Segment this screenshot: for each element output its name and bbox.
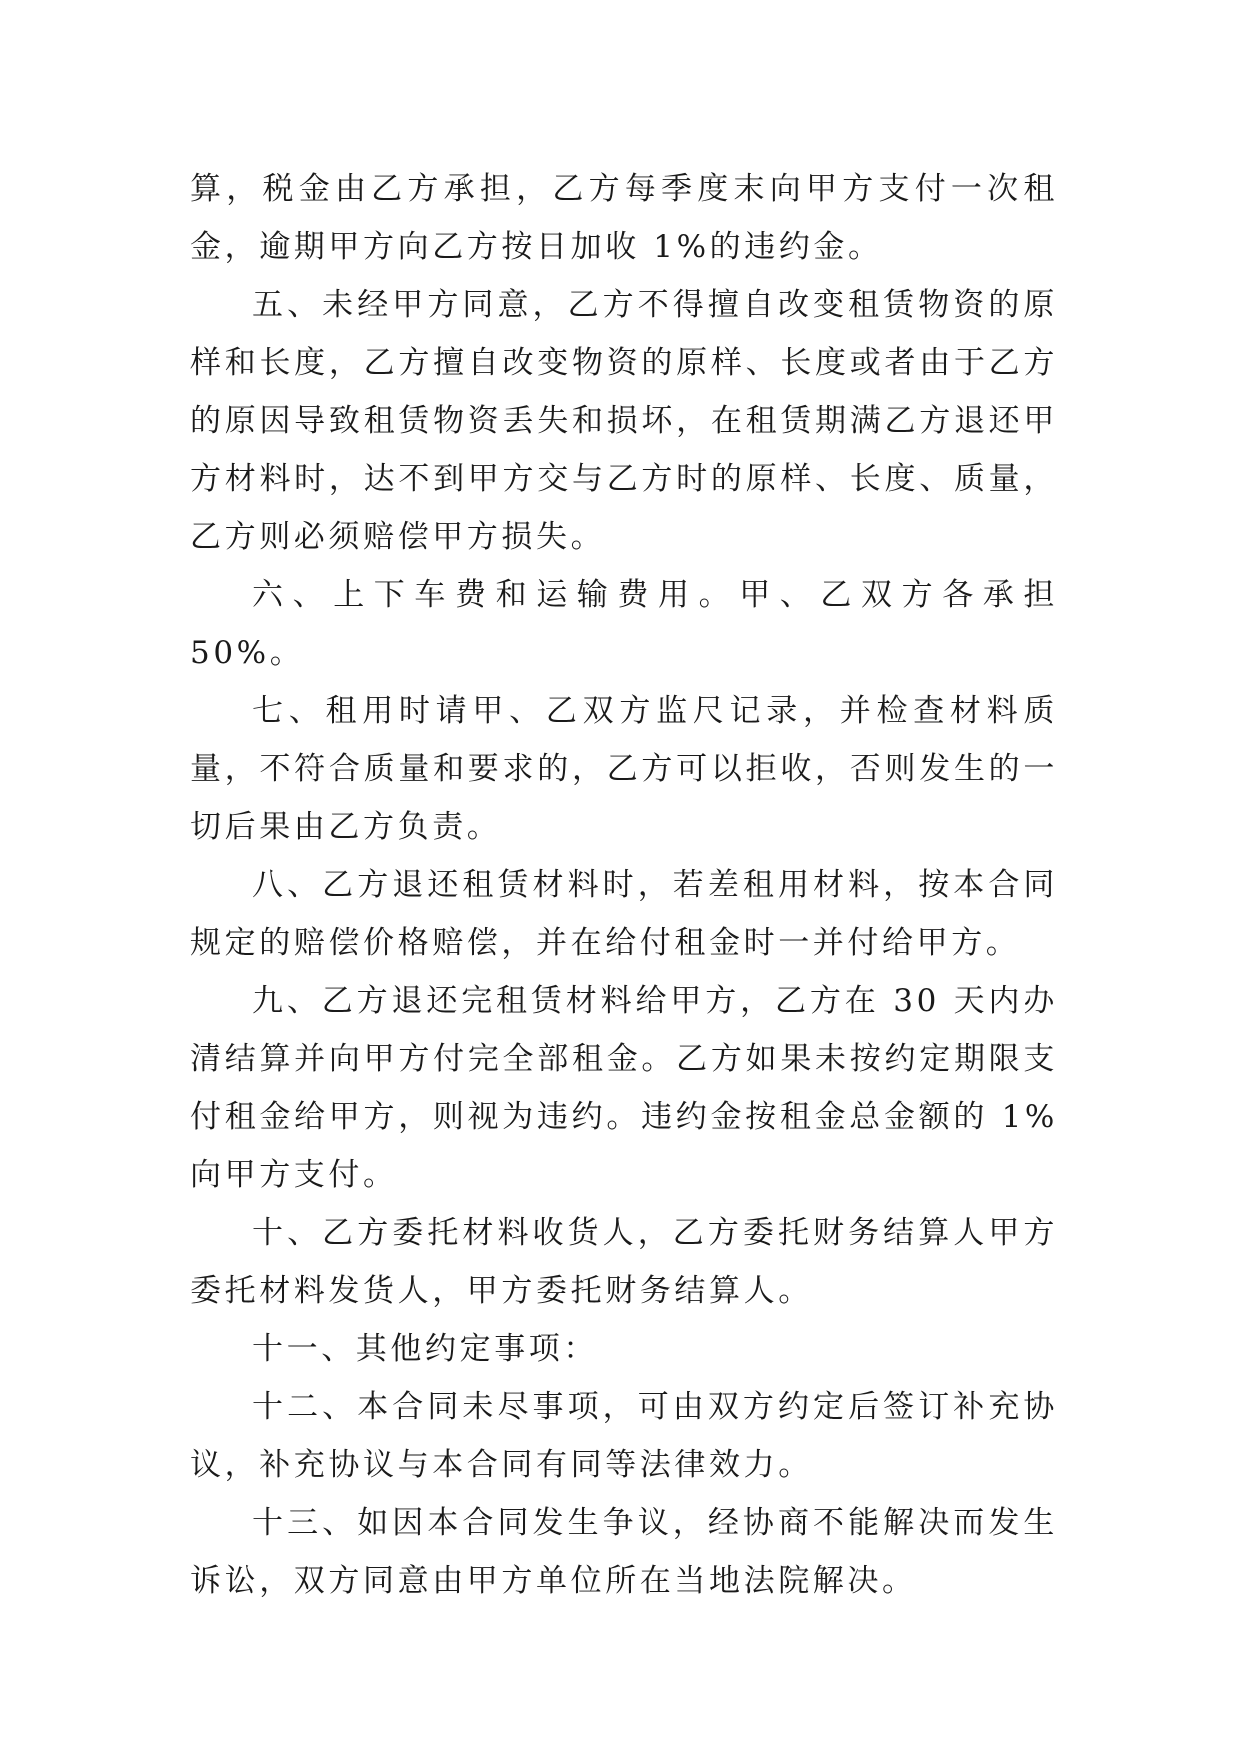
paragraph-clause-13: 十三、如因本合同发生争议，经协商不能解决而发生诉讼，双方同意由甲方单位所在当地法院解决。 — [190, 1505, 1058, 1599]
paragraph-clause-11: 十一、其他约定事项： — [252, 1331, 598, 1367]
paragraph-clause-12: 十二、本合同未尽事项，可由双方约定后签订补充协议，补充协议与本合同有同等法律效力。 — [190, 1389, 1058, 1483]
contract-body — [190, 160, 1058, 1610]
paragraph-clause-7: 七、租用时请甲、乙双方监尺记录，并检查材料质量，不符合质量和要求的，乙方可以拒收，否则发生的一切后果由乙方负责。 — [190, 693, 1058, 845]
paragraph-clause-10: 十、乙方委托材料收货人，乙方委托财务结算人甲方委托材料发货人，甲方委托财务结算人。 — [190, 1215, 1058, 1309]
paragraph-clause-9: 九、乙方退还完租赁材料给甲方，乙方在 30 天内办清结算并向甲方付完全部租金。乙方如果未按约定期限支付租金给甲方，则视为违约。违约金按租金总金额的 1%向甲方支付。 — [190, 983, 1058, 1193]
paragraph-clause-6: 六、上下车费和运输费用。甲、乙双方各承担 50%。 — [190, 577, 1058, 671]
paragraph-clause-5: 五、未经甲方同意，乙方不得擅自改变租赁物资的原样和长度，乙方擅自改变物资的原样、长度或者由于乙方的原因导致租赁物资丢失和损坏，在租赁期满乙方退还甲方材料时，达不到甲方交与乙方时的原样、长度、质量，乙方则必须赔偿甲方损失。 — [190, 287, 1058, 555]
paragraph-clause-8: 八、乙方退还租赁材料时，若差租用材料，按本合同规定的赔偿价格赔偿，并在给付租金时一并付给甲方。 — [190, 867, 1058, 961]
paragraph-tax-continuation: 算，税金由乙方承担，乙方每季度末向甲方支付一次租金，逾期甲方向乙方按日加收 1%的违约金。 — [190, 171, 1058, 265]
